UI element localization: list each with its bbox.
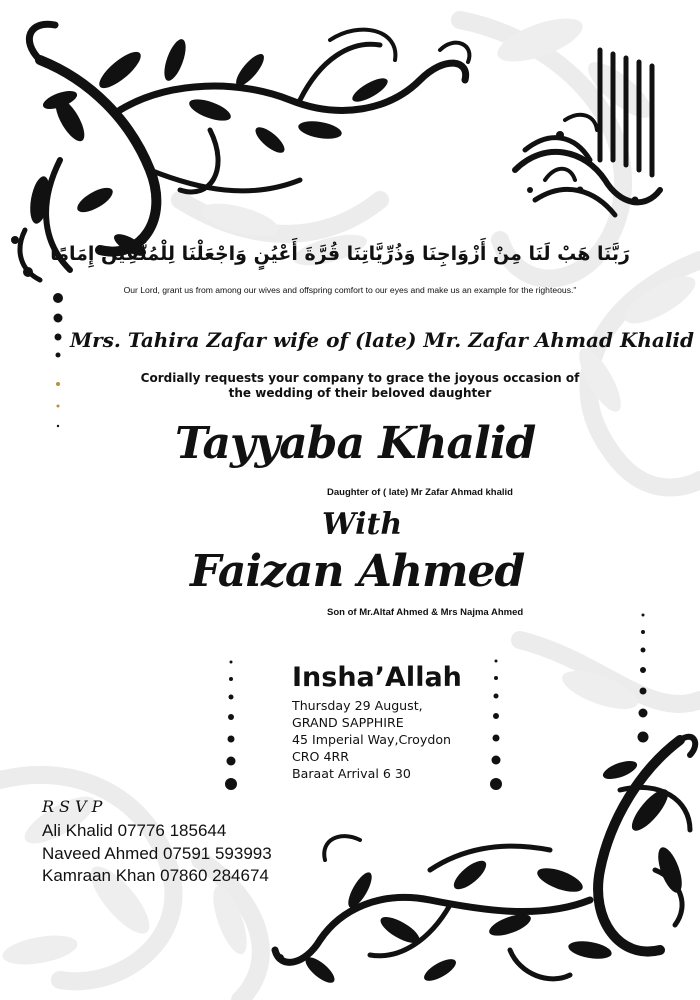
request-line-1: Cordially requests your company to grace the joyous occasion of (140, 371, 580, 385)
with-word: With (322, 507, 403, 542)
bride-parentage: Daughter of ( late) Mr Zafar Ahmad khalid (327, 487, 513, 498)
groom-parentage: Son of Mr.Altaf Ahmed & Mrs Najma Ahmed (327, 607, 524, 618)
rsvp-contact: Kamraan Khan 07860 284674 (42, 866, 269, 885)
groom-name: Faizan Ahmed (190, 546, 525, 597)
event-address-line-1: 45 Imperial Way,Croydon (292, 732, 452, 747)
quran-verse-translation: Our Lord, grant us from among our wives and offspring comfort to our eyes and make us an example for the righteous." (123, 285, 577, 295)
bismillah-calligraphy (505, 40, 665, 225)
bride-name: Tayyaba Khalid (175, 418, 536, 469)
rsvp-title: RSVP (42, 797, 108, 816)
event-address-line-2: CRO 4RR (292, 749, 349, 764)
event-arrival-time: Baraat Arrival 6 30 (292, 766, 411, 781)
floral-ornament-bottom-right (260, 730, 700, 1000)
invitation-request (110, 371, 610, 401)
event-heading: Insha’Allah (292, 662, 462, 693)
event-venue: GRAND SAPPHIRE (292, 715, 404, 730)
quran-verse-arabic: رَبَّنَا هَبْ لَنَا مِنْ أَزْوَاجِنَا وَذُرِّيَّاتِنَا قُرَّةَ أَعْيُنٍ وَاجْعَلْنَا لِلْمُتَّقِينَ إِمَامًا (50, 243, 630, 265)
event-date: Thursday 29 August, (292, 698, 423, 713)
request-line-2: the wedding of their beloved daughter (228, 386, 492, 400)
rsvp-contact: Ali Khalid 07776 185644 (42, 821, 227, 840)
host-line: Mrs. Tahira Zafar wife of (late) Mr. Zafar Ahmad Khalid (70, 328, 695, 352)
rsvp-contacts (42, 820, 272, 888)
rsvp-contact: Naveed Ahmed 07591 593993 (42, 843, 272, 863)
